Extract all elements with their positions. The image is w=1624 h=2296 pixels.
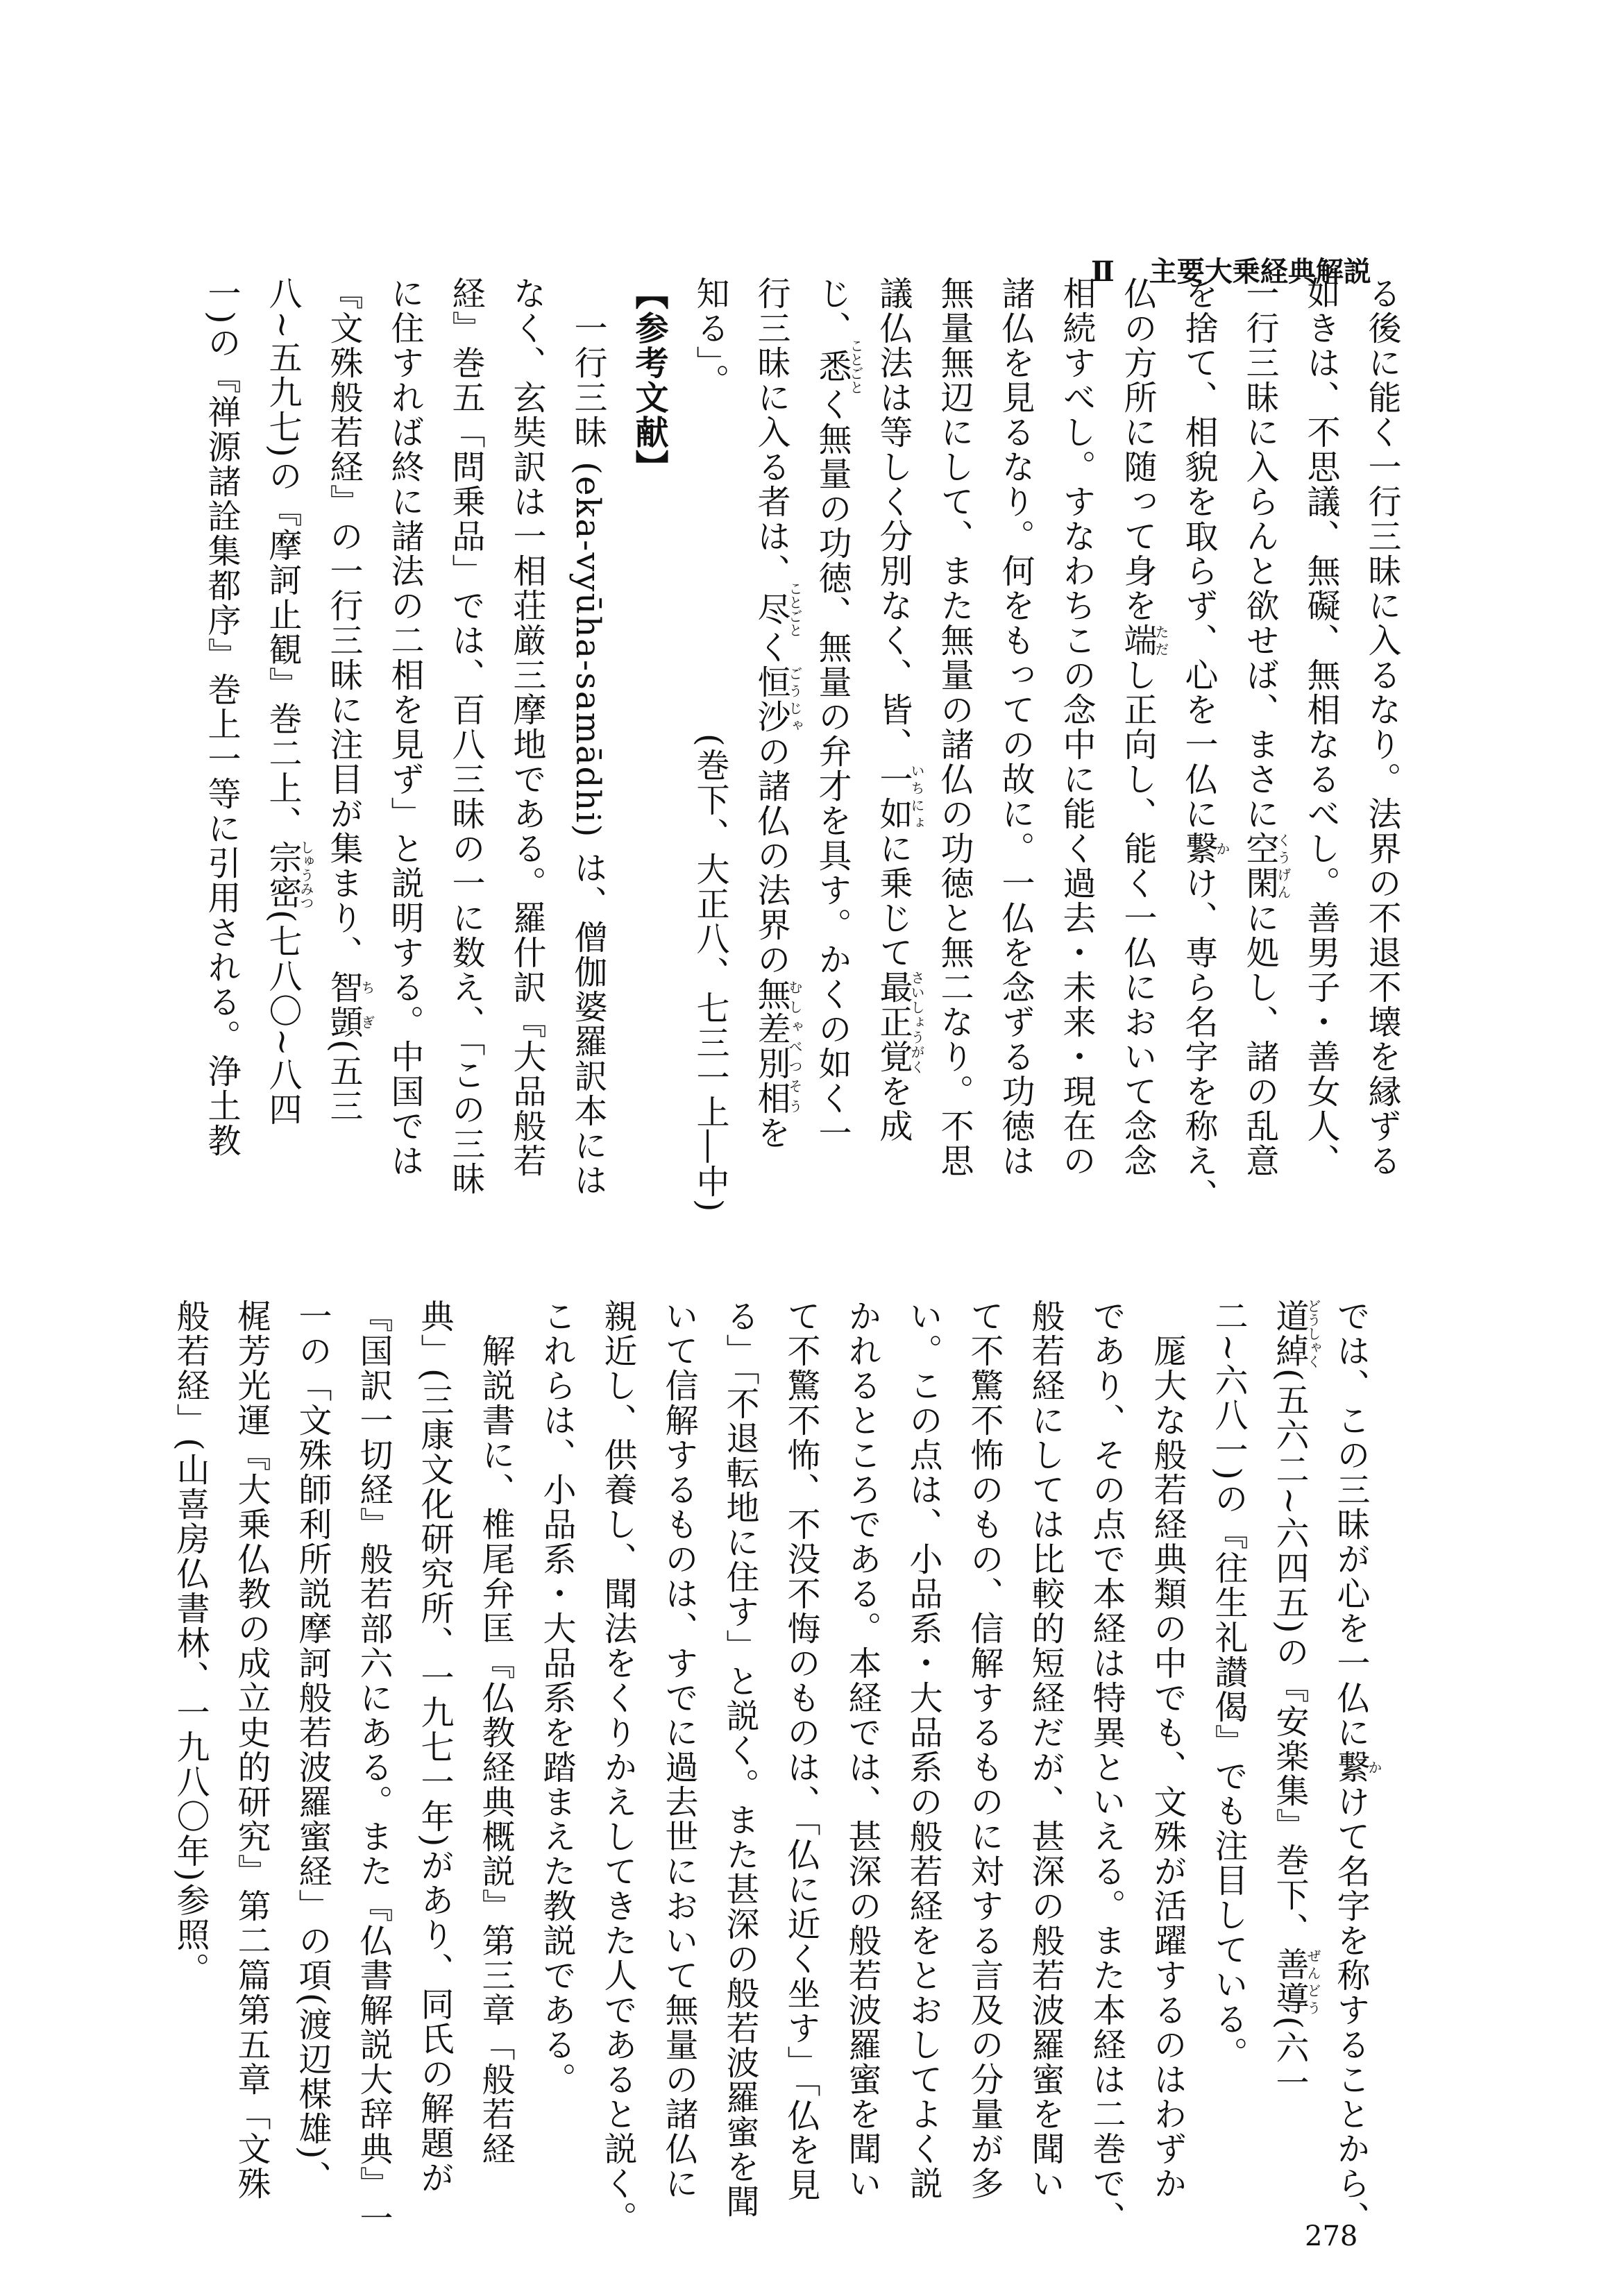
- ruby-annotation: 悉ことごと: [813, 339, 864, 394]
- text-line: なく、玄奘訳は一相荘厳三摩地である。羅什訳『大品般若: [507, 276, 546, 1178]
- text-line: る後に能く一行三昧に入るなり。法界の不退不壊を縁ずる: [1362, 276, 1401, 1178]
- text-line: 仏の方所に随って身を端ただし正向し、能く一仏において念念: [1118, 276, 1169, 1178]
- upper-text-block: [191, 276, 1412, 1213]
- text-line: 親近し、供養し、聞法をくりかえしてきた人であると説く。: [598, 1299, 637, 2236]
- ruby-annotation: 一如いちにょ: [874, 762, 925, 831]
- ruby-annotation: 無差別相むしゃべつそう: [752, 977, 803, 1116]
- text-line: 知る」。 (巻下、大正八、七三一上―中): [679, 276, 741, 1213]
- text-line: 『国訳一切経』般若部六にある。また『仏書解説大辞典』一: [354, 1299, 393, 2236]
- section-heading: 【参考文献】: [629, 276, 668, 484]
- text-line: を捨て、相貌を取らず、心を一仏に繋かけ、専ら名字を称え、: [1179, 276, 1230, 1213]
- ruby-annotation: 尽ことごと: [752, 581, 803, 637]
- ruby-annotation: 空閑くうげん: [1240, 831, 1292, 901]
- text-line: 解説書に、椎尾弁匡『仏教経典概説』第三章「般若経: [476, 1334, 515, 2166]
- text-line: て不驚不怖、不没不悔のものは、「仏に近く坐す」「仏を見: [781, 1299, 820, 2202]
- text-line: い。この点は、小品系・大品系の般若経をとおしてよく説: [904, 1299, 942, 2201]
- text-line: 梶芳光運『大乗仏教の成立史的研究』第二篇第五章「文殊: [232, 1299, 271, 2201]
- text-line: 一)の『禅源諸詮集都序』巻上一等に引用される。浄土教: [202, 276, 241, 1158]
- text-line: 『文殊般若経』の一行三昧に注目が集まり、智顗ちぎ(五三: [324, 276, 375, 1123]
- ruby-annotation: 善導ぜんどう: [1270, 1946, 1321, 2016]
- ruby-annotation: 繋か: [1179, 831, 1230, 866]
- text-line: いて信解するものは、すでに過去世において無量の諸仏に: [659, 1299, 698, 2201]
- ruby-annotation: 恒沙ごうじゃ: [752, 665, 803, 734]
- text-line: て不驚不怖のもの、信解するものに対する言及の分量が多: [965, 1299, 1004, 2201]
- text-line: 厖大な般若経典類の中でも、文殊が活躍するのはわずか: [1148, 1334, 1187, 2201]
- text-line: に住すれば終に諸法の二相を見ず」と説明する。中国では: [385, 276, 424, 1178]
- ruby-annotation: 繋か: [1331, 1750, 1382, 1785]
- ruby-annotation: 最正覚さいしょうがく: [874, 970, 925, 1074]
- text-line: 相続すべし。すなわちこの念中に能く過去・未来・現在の: [1057, 276, 1096, 1178]
- text-line: 八~五九七)の『摩訶止観』巻二上、宗密しゅうみつ(七八〇~八四: [263, 276, 314, 1127]
- text-line: 般若経」(山喜房仏書林、一九八〇年)参照。: [171, 1299, 210, 1987]
- text-line: 一行三昧に入らんと欲せば、まさに空閑くうげんに処し、諸の乱意: [1240, 276, 1292, 1178]
- text-line: じ、悉ことごとく無量の功徳、無量の弁才を具す。かくの如く一: [813, 276, 864, 1150]
- ruby-annotation: 道綽どうしゃく: [1270, 1299, 1321, 1368]
- text-line: では、この三昧が心を一仏に繋かけて名字を称することから、: [1331, 1299, 1382, 2236]
- text-line: であり、その点で本経は特異といえる。また本経は二巻で、: [1087, 1299, 1126, 2236]
- text-line: 行三昧に入る者は、尽ことごとく恒沙ごうじゃの諸仏の法界の無差別相むしゃべつそうを: [752, 276, 803, 1150]
- text-line: 道綽どうしゃく(五六二~六四五)の『安楽集』巻下、善導ぜんどう(六一: [1270, 1299, 1321, 2100]
- text-line: これらは、小品系・大品系を踏まえた教説である。: [537, 1299, 576, 2097]
- lower-text-block: [160, 1299, 1381, 2244]
- text-line: 無量無辺にして、また無量の諸仏の功徳と無二なり。不思: [935, 276, 974, 1178]
- text-line: 典」(三康文化研究所、一九七一年)があり、同氏の解題が: [415, 1299, 454, 2195]
- ruby-annotation: 宗密しゅうみつ: [263, 840, 314, 910]
- text-line: 般若経にしては比較的短経だが、甚深の般若波羅蜜を聞い: [1026, 1299, 1065, 2201]
- ruby-annotation: 端ただ: [1118, 623, 1169, 658]
- citation: (巻下、大正八、七三一上―中): [691, 733, 729, 1213]
- text-line: 如きは、不思議、無礙、無相なるべし。善男子・善女人、: [1301, 276, 1340, 1178]
- text-line: 一の「文殊師利所説摩訶般若波羅蜜経」の項(渡辺楳雄)、: [293, 1299, 332, 2195]
- text-line: かれるところである。本経では、甚深の般若波羅蜜を聞い: [843, 1299, 881, 2201]
- text-line: る」「不退転地に住す」と説く。また甚深の般若波羅蜜を聞: [720, 1299, 759, 2219]
- header-title: 主要大乗経典解説: [1149, 255, 1371, 288]
- part-number: Ⅱ: [1091, 255, 1115, 288]
- text-line: 議仏法は等しく分別なく、皆、一如いちにょに乗じて最正覚さいしょうがくを成: [874, 276, 925, 1143]
- text-line: 経』巻五「問乗品」では、百八三昧の一に数え、「この三昧: [446, 276, 485, 1196]
- text-line: 二~六八一)の『往生礼讃偈』でも注目している。: [1209, 1299, 1248, 2071]
- text-line: 一行三昧 (eka-vyūha-samādhi) は、僧伽婆羅訳本には: [568, 311, 607, 1198]
- page-number: 278: [1305, 2220, 1358, 2252]
- text-line: 諸仏を見るなり。何をもっての故に。一仏を念ずる功徳は: [996, 276, 1035, 1178]
- ruby-annotation: 智顗ちぎ: [324, 970, 375, 1039]
